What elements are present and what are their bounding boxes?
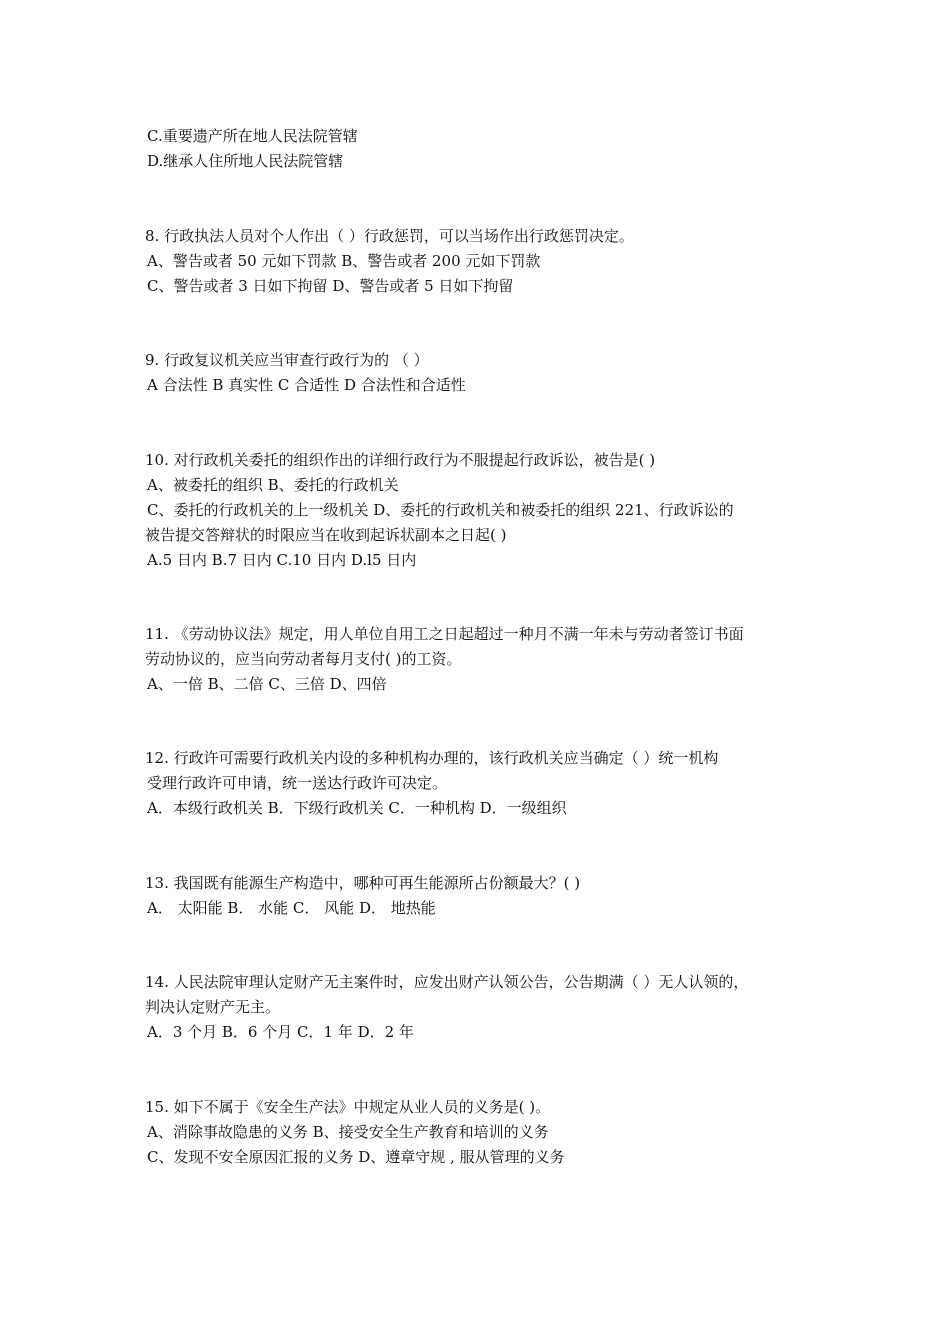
option-line: A.5 日内 B.7 日内 C.10 日内 D.l5 日内 bbox=[147, 551, 417, 569]
option-line: A、警告或者 50 元如下罚款 B、警告或者 200 元如下罚款 bbox=[147, 252, 541, 270]
question-15-text: 15. 如下不属于《安全生产法》中规定从业人员的义务是( )。 bbox=[145, 1098, 551, 1116]
option-line: A．3 个月 B．6 个月 C．1 年 D．2 年 bbox=[147, 1023, 414, 1041]
question-text-continued: 被告提交答辩状的时限应当在收到起诉状副本之日起( ) bbox=[145, 526, 507, 544]
option-line: D.继承人住所地人民法院管辖 bbox=[147, 152, 344, 170]
question-9-text: 9. 行政复议机关应当审查行政行为的 （ ） bbox=[145, 351, 429, 369]
question-text-continued: 判决认定财产无主。 bbox=[145, 998, 281, 1016]
question-12-text: 12. 行政许可需要行政机关内设的多种机构办理的，该行政机关应当确定（ ）统一机构 bbox=[145, 749, 719, 767]
question-text-continued: 受理行政许可申请，统一送达行政许可决定。 bbox=[147, 774, 448, 792]
question-text-continued: 劳动协议的，应当向劳动者每月支付( )的工资。 bbox=[145, 650, 462, 668]
option-line: A、被委托的组织 B、委托的行政机关 bbox=[147, 476, 399, 494]
option-line: A、消除事故隐患的义务 B、接受安全生产教育和培训的义务 bbox=[147, 1123, 549, 1141]
option-line: C、委托的行政机关的上一级机关 D、委托的行政机关和被委托的组织 221、行政诉讼的 bbox=[147, 501, 734, 519]
question-11-text: 11. 《劳动协议法》规定，用人单位自用工之日起超过一种月不满一年未与劳动者签订书面 bbox=[145, 625, 744, 643]
option-line: A 合法性 B 真实性 C 合适性 D 合法性和合适性 bbox=[147, 376, 466, 394]
question-10-text: 10. 对行政机关委托的组织作出的详细行政行为不服提起行政诉讼，被告是( ) bbox=[145, 451, 656, 469]
option-line: C、发现不安全原因汇报的义务 D、遵章守规 , 服从管理的义务 bbox=[147, 1148, 565, 1166]
question-8-text: 8. 行政执法人员对个人作出（ ）行政惩罚，可以当场作出行政惩罚决定。 bbox=[145, 227, 634, 245]
question-14-text: 14. 人民法院审理认定财产无主案件时，应发出财产认领公告，公告期满（ ）无人认领的， bbox=[145, 973, 749, 991]
option-line: A、一倍 B、二倍 C、三倍 D、四倍 bbox=[147, 675, 387, 693]
question-13-text: 13. 我国既有能源生产构造中，哪种可再生能源所占份额最大？( ) bbox=[145, 874, 581, 892]
option-line: C.重要遗产所在地人民法院管辖 bbox=[147, 127, 358, 145]
option-line: A．本级行政机关 B．下级行政机关 C．一种机构 D．一级组织 bbox=[147, 799, 567, 817]
option-line: C、警告或者 3 日如下拘留 D、警告或者 5 日如下拘留 bbox=[147, 277, 514, 295]
option-line: A． 太阳能 B． 水能 C． 风能 D． 地热能 bbox=[147, 899, 436, 917]
